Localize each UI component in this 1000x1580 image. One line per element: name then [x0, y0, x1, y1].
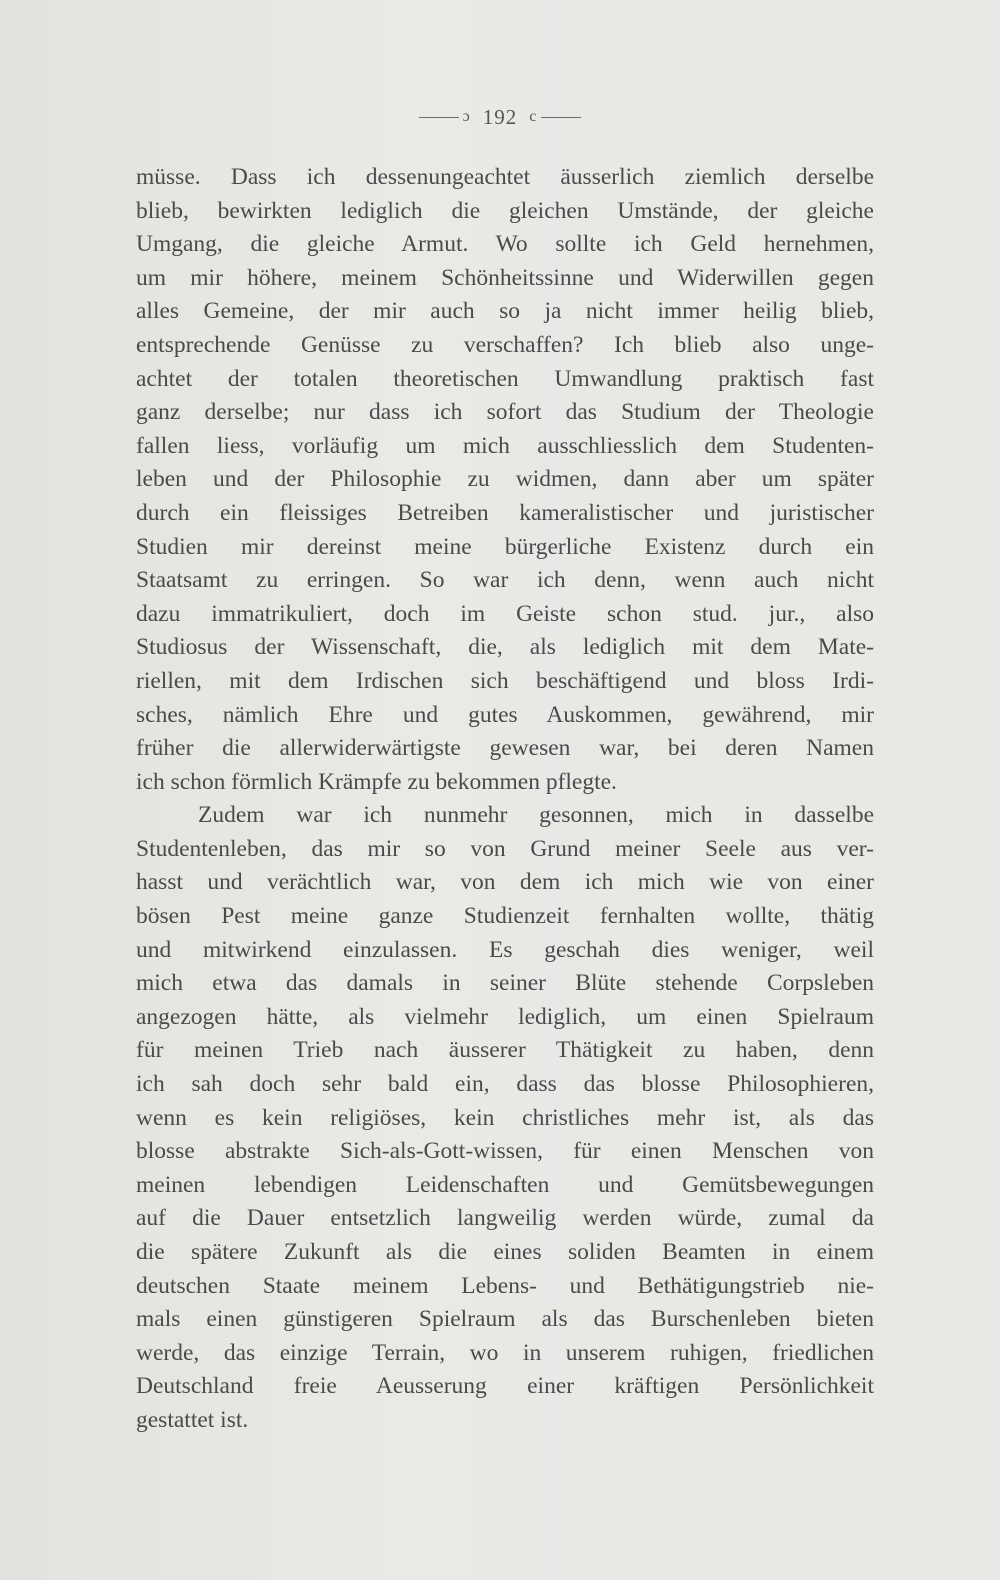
text-line: blosse abstrakte Sich-als-Gott-wissen, für einen Menschen von	[136, 1138, 874, 1165]
text-line: früher die allerwiderwärtigste gewesen war, bei deren Namen	[136, 735, 874, 762]
header-ornament-left: ɔ	[462, 108, 471, 126]
text-line: Studiosus der Wissenschaft, die, als lediglich mit dem Mate-	[136, 634, 874, 661]
page-number: 192	[482, 104, 518, 129]
header-rule-right	[541, 117, 581, 118]
header-ornament-right: c	[529, 108, 538, 126]
text-line: durch ein fleissiges Betreiben kameralistischer und juristischer	[136, 499, 874, 526]
text-line: und mitwirkend einzulassen. Es geschah dies weniger, weil	[136, 936, 874, 963]
text-line: leben und der Philosophie zu widmen, dann aber um später	[136, 466, 874, 493]
paragraph	[136, 799, 874, 1437]
text-line: dazu immatrikuliert, doch im Geiste schon stud. jur., also	[136, 600, 874, 627]
text-line: Studien mir dereinst meine bürgerliche Existenz durch ein	[136, 533, 874, 560]
text-line: mals einen günstigeren Spielraum als das Burschenleben bieten	[136, 1306, 874, 1333]
body-text	[136, 161, 874, 1438]
text-line: gestattet ist.	[136, 1406, 249, 1433]
text-line: ganz derselbe; nur dass ich sofort das Studium der Theologie	[136, 399, 874, 426]
text-line: Umgang, die gleiche Armut. Wo sollte ich Geld hernehmen,	[136, 231, 874, 258]
text-line: Zudem war ich nunmehr gesonnen, mich in dasselbe	[198, 802, 874, 829]
text-line: müsse. Dass ich dessenungeachtet äusserlich ziemlich derselbe	[136, 164, 874, 190]
text-line: ich schon förmlich Krämpfe zu bekommen pflegte.	[136, 768, 617, 795]
paragraph	[136, 161, 874, 799]
text-line: Studentenleben, das mir so von Grund meiner Seele aus ver-	[136, 835, 874, 862]
text-line: alles Gemeine, der mir auch so ja nicht immer heilig blieb,	[136, 298, 874, 325]
header-rule-left	[419, 117, 459, 118]
text-line: hasst und verächtlich war, von dem ich mich wie von einer	[136, 869, 874, 896]
text-line: Staatsamt zu erringen. So war ich denn, wenn auch nicht	[136, 567, 874, 594]
text-line: werde, das einzige Terrain, wo in unserem ruhigen, friedlichen	[136, 1339, 874, 1366]
text-line: entsprechende Genüsse zu verschaffen? Ich blieb also unge-	[136, 331, 874, 358]
text-line: wenn es kein religiöses, kein christliches mehr ist, als das	[136, 1104, 874, 1131]
text-line: riellen, mit dem Irdischen sich beschäftigend und bloss Irdi-	[136, 667, 874, 694]
text-line: fallen liess, vorläufig um mich ausschliesslich dem Studenten-	[136, 432, 874, 459]
text-line: die spätere Zukunft als die eines soliden Beamten in einem	[136, 1239, 874, 1265]
text-line: sches, nämlich Ehre und gutes Auskommen, gewährend, mir	[136, 701, 874, 728]
text-line: auf die Dauer entsetzlich langweilig werden würde, zumal da	[136, 1205, 874, 1232]
text-line: bösen Pest meine ganze Studienzeit fernhalten wollte, thätig	[136, 903, 874, 930]
text-line: achtet der totalen theoretischen Umwandlung praktisch fast	[136, 365, 874, 392]
page-header	[0, 103, 1000, 130]
text-line: Deutschland freie Aeusserung einer kräftigen Persönlichkeit	[136, 1373, 874, 1400]
text-line: angezogen hätte, als vielmehr lediglich, um einen Spielraum	[136, 1003, 874, 1030]
text-line: um mir höhere, meinem Schönheitssinne und Widerwillen gegen	[136, 264, 874, 291]
text-line: mich etwa das damals in seiner Blüte stehende Corpsleben	[136, 970, 874, 997]
text-line: ich sah doch sehr bald ein, dass das blosse Philosophieren,	[136, 1071, 874, 1098]
text-line: meinen lebendigen Leidenschaften und Gemütsbewegungen	[136, 1171, 874, 1198]
text-line: blieb, bewirkten lediglich die gleichen Umstände, der gleiche	[136, 197, 874, 224]
text-line: für meinen Trieb nach äusserer Thätigkeit zu haben, denn	[136, 1037, 874, 1064]
text-line: deutschen Staate meinem Lebens- und Bethätigungstrieb nie-	[136, 1272, 874, 1299]
